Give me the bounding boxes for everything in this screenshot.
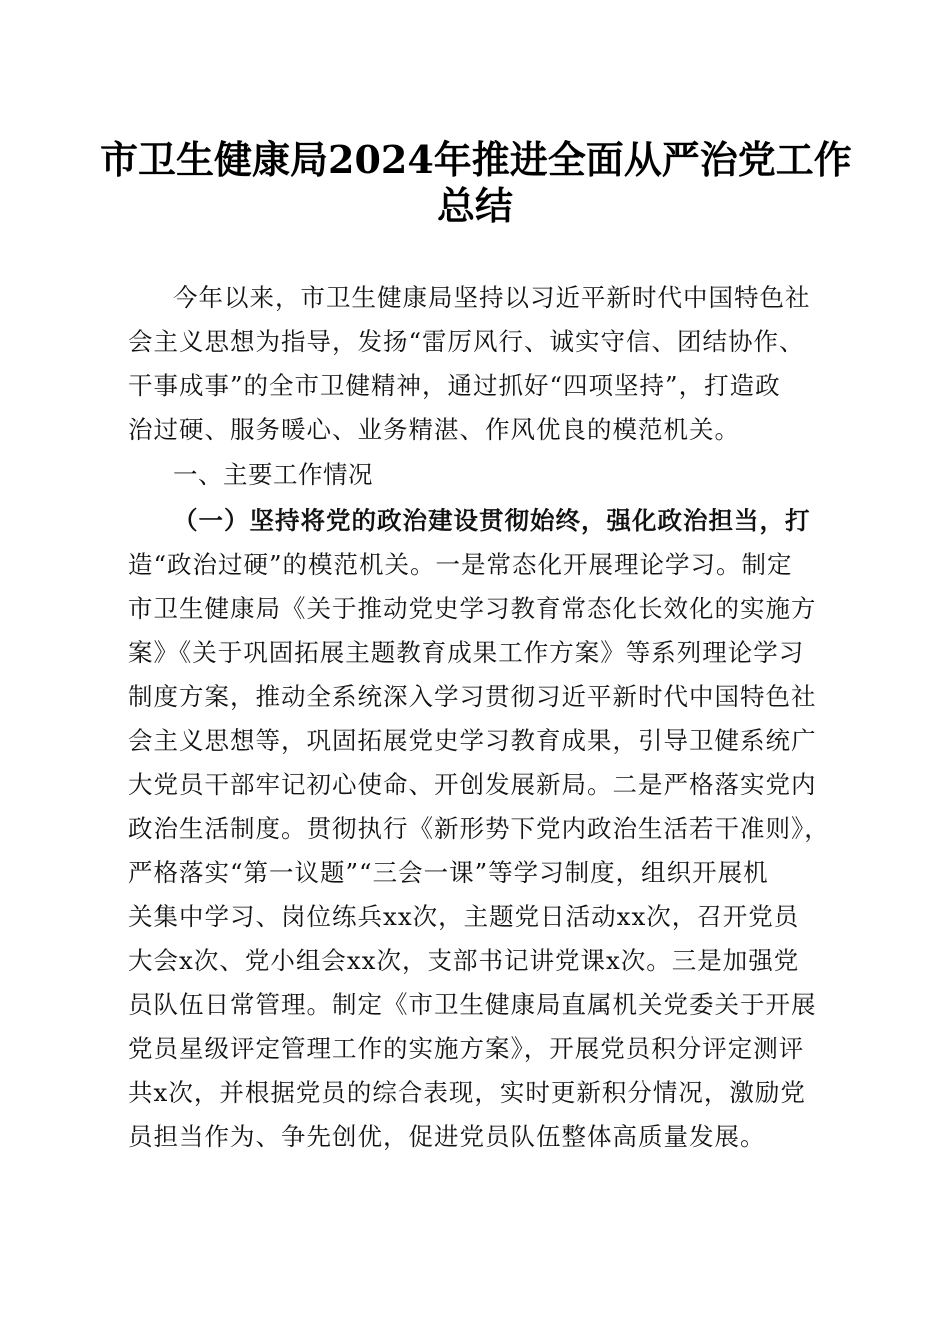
subsection-line: 大党员干部牢记初心使命、开创发展新局。二是严格落实党内 <box>128 770 817 799</box>
subsection-line: （一）坚持将党的政治建设贯彻始终，强化政治担当，打 <box>173 506 811 535</box>
subsection-line: 严格落实“第一议题”“三会一课”等学习制度，组织开展机 <box>128 858 769 887</box>
subsection-line: 关集中学习、岗位练兵xx次，主题党日活动xx次，召开党员 <box>128 902 800 931</box>
intro-line: 治过硬、服务暖心、业务精湛、作风优良的模范机关。 <box>128 415 740 444</box>
subsection-line: 造“政治过硬”的模范机关。一是常态化开展理论学习。制定 <box>128 550 793 579</box>
subsection-line: 员担当作为、争先创优，促进党员队伍整体高质量发展。 <box>128 1122 766 1151</box>
subsection-line: 党员星级评定管理工作的实施方案》，开展党员积分评定测评 <box>128 1034 805 1063</box>
subsection-line: 会主义思想等，巩固拓展党史学习教育成果，引导卫健系统广 <box>128 726 817 755</box>
subsection-line: 制度方案，推动全系统深入学习贯彻习近平新时代中国特色社 <box>128 682 817 711</box>
intro-line: 今年以来，市卫生健康局坚持以习近平新时代中国特色社 <box>173 283 811 312</box>
intro-line: 干事成事”的全市卫健精神，通过抓好“四项坚持”，打造政 <box>128 371 781 400</box>
intro-line: 会主义思想为指导，发扬“雷厉风行、诚实守信、团结协作、 <box>128 327 805 356</box>
subsection-line: 案》《关于巩固拓展主题教育成果工作方案》等系列理论学习 <box>128 638 805 667</box>
subsection-line: 政治生活制度。贯彻执行《新形势下党内政治生活若干准则》， <box>128 814 830 843</box>
subsection-line: 员队伍日常管理。制定《市卫生健康局直属机关党委关于开展 <box>128 990 817 1019</box>
subsection-line: 市卫生健康局《关于推动党史学习教育常态化长效化的实施方 <box>128 594 817 623</box>
subsection-line: 大会x次、党小组会xx次，支部书记讲党课x次。三是加强党 <box>128 946 800 975</box>
document-title-line-1: 市卫生健康局2024年推进全面从严治党工作 <box>100 137 852 182</box>
subsection-line: 共x次，并根据党员的综合表现，实时更新积分情况，激励党 <box>128 1078 806 1107</box>
document-title-line-2: 总结 <box>436 183 513 228</box>
section-heading: 一、主要工作情况 <box>173 460 373 489</box>
